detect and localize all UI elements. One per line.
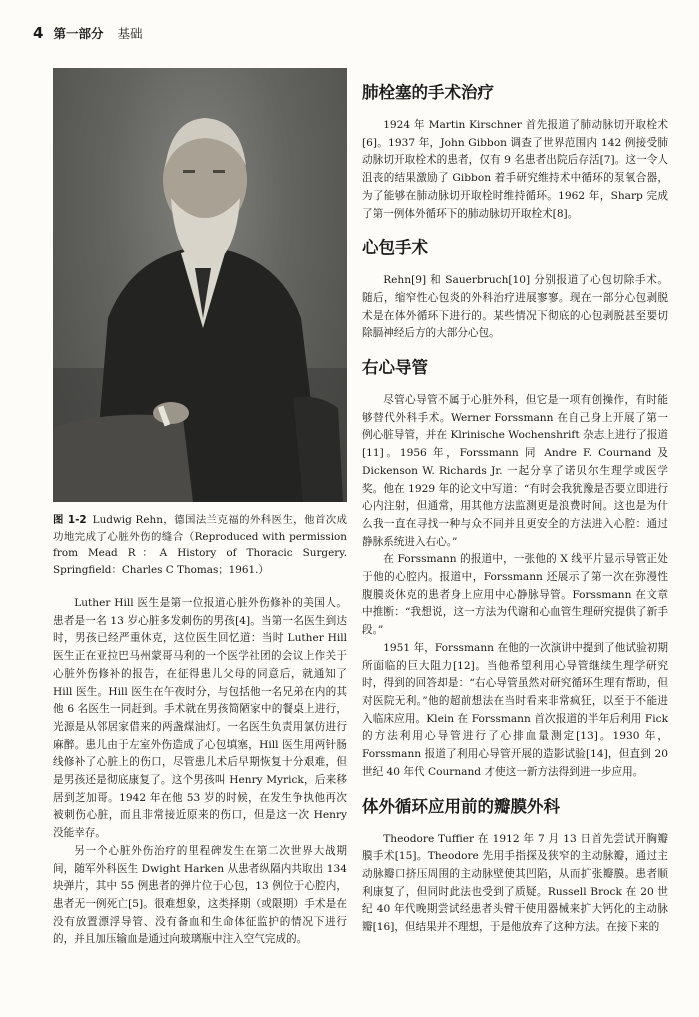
page-number: 4 [33,24,44,42]
body-paragraph: 另一个心脏外伤治疗的里程碑发生在第二次世界大战期间，随军外科医生 Dwight Harken 从患者纵隔内共取出 134 块弹片，其中 55 例患者的弹片位于心包，13 例位于心腔内，患者无一例死亡[5]。很难想象，这类择期（或限期）手术是在没有放置漂浮导管、没有备血和生命体征监护的情况下进行的，并且加压输血是通过向玻璃瓶中注入空气完成的。 [53,844,347,946]
right-column [362,82,668,937]
section-heading: 右心导管 [362,358,428,378]
body-paragraph: Luther Hill 医生是第一位报道心脏外伤修补的美国人。患者是一名 13 岁心脏多发刺伤的男孩[4]。当第一名医生到达时，男孩已经严重休克，这位医生回忆道：当时 Luther Hill 医生正在亚拉巴马州蒙哥马利的一个医学社团的会议上作关于心脏外伤修补的报告，在征得患儿父母的同意后，就通知了 Hill 医生。Hill 医生在午夜时分，与包括他一名兄弟在内的其他 6 名医生一同赶到。手术就在男孩简陋家中的餐桌上进行，光源是从邻居家借来的两盏煤油灯。一名医生负责用氯仿进行麻醉。患儿由于左室外伤造成了心包填塞，Hill 医生用两针肠线修补了心脏上的伤口，尽管患儿术后早期恢复十分艰难，但是男孩还是彻底康复了。这个男孩叫 Henry Myrick，后来移居到芝加哥。1942 年在他 53 岁的时候，在发生争执他再次被刺伤心脏，而且非常接近原来的伤口，但是这一次 Henry 没能幸存。 [53,597,347,840]
part-label: 第一部分 [53,26,104,41]
portrait-photo [53,68,347,502]
body-paragraph: 尽管心导管不属于心脏外科，但它是一项有创操作，有时能够替代外科手术。Werner Forssmann 在自己身上开展了第一例心脏导管，并在 Klrinische Wochenshrift 杂志上进行了报道[11]。1956 年，Forssmann 同 Andre F. Cournand 及 Dickenson W. Richards Jr. 一起分享了诺贝尔生理学或医学奖。他在 1929 年的论文中写道：“有时会我犹豫是否要立即进行心内注射，但通常，用其他方法监测更是浪费时间。这也是为什么我一直在寻找一种与众不同并且更安全的方法进入心腔：通过静脉系统进入右心。” [362,394,668,548]
part-title: 基础 [117,26,143,41]
body-paragraph: Rehn[9] 和 Sauerbruch[10] 分别报道了心包切除手术。随后，缩窄性心包炎的外科治疗进展寥寥。现在一部分心包剥脱术是在体外循环下进行的。某些情况下彻底的心包剥脱甚至要切除膈神经后方的大部分心包。 [362,274,668,340]
body-paragraph: 在 Forssmann 的报道中，一张他的 X 线平片显示导管正处于他的心腔内。报道中，Forssmann 还展示了第一次在弥漫性腹膜炎休克的患者身上应用中心静脉导管。Forssmann 在文章中推断：“我想说，这一方法为代谢和心血管生理研究提供了新手段。” [362,553,668,637]
section-heading: 体外循环应用前的瓣膜外科 [362,796,560,816]
figure-caption-text: Ludwig Rehn，德国法兰克福的外科医生，他首次成功地完成了心脏外伤的缝合（Reproduced with permission from Mead R：A History of Thoracic Surgery. Springfield：Charles C Thomas；1961.） [53,514,347,576]
page-header [33,24,142,44]
portrait-illustration [53,68,347,502]
body-paragraph: 1924 年 Martin Kirschner 首先报道了肺动脉切开取栓术[6]。1937 年，John Gibbon 调查了世界范围内 142 例接受肺动脉切开取栓术的患者，仅有 9 名患者出院后存活[7]。这一令人沮丧的结果激励了 Gibbon 着手研究维持术中循环的泵氧合器，为了能够在肺动脉切开取栓时维持循环。1962 年，Sharp 完成了第一例体外循环下的肺动脉切开取栓术[8]。 [362,119,668,220]
section-heading: 肺栓塞的手术治疗 [362,83,494,102]
section-heading: 心包手术 [362,238,428,258]
figure-label: 图 1-2 [53,514,87,526]
left-column [53,68,347,949]
body-paragraph: Theodore Tuffier 在 1912 年 7 月 13 日首先尝试开胸瓣膜手术[15]。Theodore 先用手指探及狭窄的主动脉瓣，通过主动脉瓣口挤压周围的主动脉壁使其凹陷，从而扩张瓣膜。患者顺利康复了，但同时此法也受到了质疑。Russell Brock 在 20 世纪 40 年代晚期尝试经患者头臂干使用器械来扩大钙化的主动脉瓣[16]，但结果并不理想，于是他放弃了这种方法。在接下来的 [362,832,668,934]
body-paragraph: 1951 年，Forssmann 在他的一次演讲中提到了他试验初期所面临的巨大阻力[12]。当他希望利用心导管继续生理学研究时，得到的回答却是：“右心导管虽然对研究循环生理有帮助，但对医院无利。”他的超前想法在当时看来非常疯狂，以至于不能进入临床应用。Klein 在 Forssmann 首次报道的半年后利用 Fick 的方法利用心导管进行了心排血量测定[13]。1930 年，Forssmann 报道了利用心导管开展的造影试验[14]，但直到 20 世纪 40 年代 Cournand 才使这一新方法得到进一步应用。 [362,641,668,778]
figure-caption [53,512,347,578]
